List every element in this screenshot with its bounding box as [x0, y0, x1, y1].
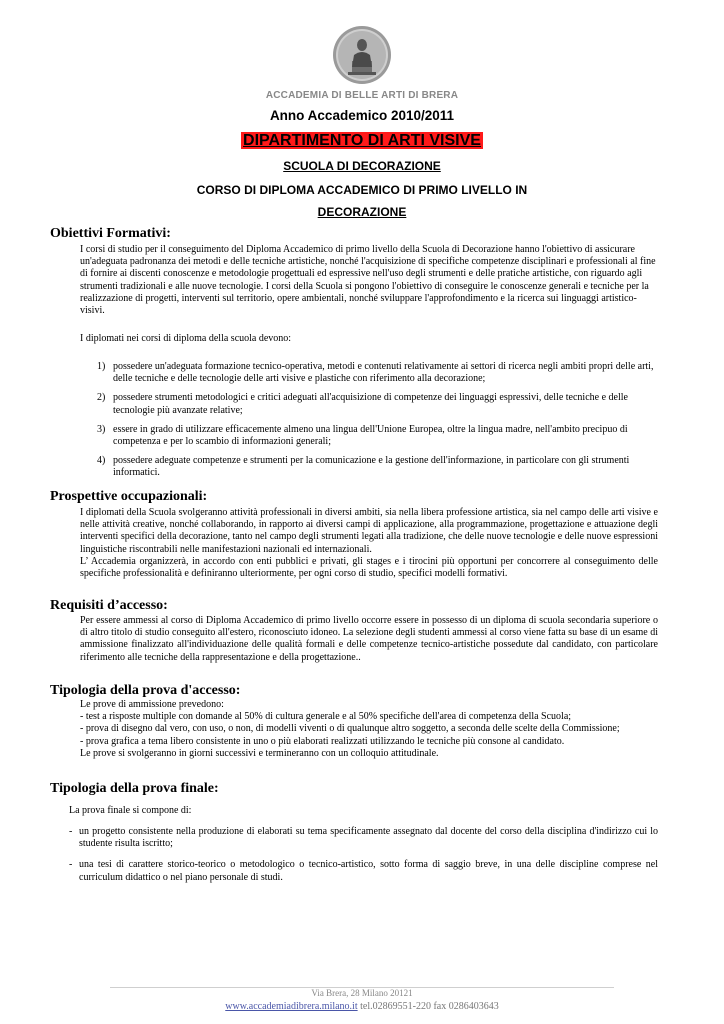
obiettivi-intro: I diplomati nei corsi di diploma della scuola devono:: [80, 333, 292, 344]
academic-year: Anno Accademico 2010/2011: [269, 108, 455, 123]
department-title-text: DIPARTIMENTO DI ARTI VISIVE: [243, 132, 481, 149]
obiettivi-list: [97, 361, 658, 487]
phone-fax: tel.02869551-220 fax 0286403643: [357, 1001, 499, 1012]
footer-address: Via Brera, 28 Milano 20121: [311, 988, 413, 998]
obiettivi-paragraph: I corsi di studio per il conseguimento del Diploma Accademico di primo livello della Scuola di Decorazione hanno l'obiettivo di assicurare un'adeguata padronanza dei metodi e delle tecniche artistiche, nonché l'acquisizione di specifiche competenze disciplinari e professionali al fine di fornire ai discenti conoscenze e metodologie progettuali ed espressive nell'uso degli strumenti e delle pratiche artistiche, con riguardo agli strumenti tradizionali e alle nuove tecnologie. I corsi della Scuola si pongono l'obiettivo di conseguire le conoscenze generali e tecniche per la realizzazione di progetti, interventi sul territorio, opere ambientali, nonché sviluppare l'approfondimento e la ricerca sui linguaggi artistico-visivi.: [80, 244, 656, 317]
list-item: 2) possedere strumenti metodologici e critici adeguati all'acquisizione di competenze dei linguaggi espressivi, delle tecniche e delle tecnologie più avanzate relative;: [97, 392, 628, 416]
requisiti-paragraph: Per essere ammessi al corso di Diploma Accademico di primo livello occorre essere in possesso di un diploma di scuola secondaria superiore o di altro titolo di studio conseguito all'estero, riconosciuto idoneo. La selezione degli studenti ammessi al corso viene fatta su base di un esame di ammissione finalizzato all'individuazione delle qualità formali e delle competenze tecnico-artistiche possedute dal candidato, con particolare riferimento alle tecniche della rappresentazione e della progettazione..: [80, 615, 658, 663]
footer-contacts: [0, 1001, 724, 1012]
academy-name: ACCADEMIA DI BELLE ARTI DI BRERA: [265, 90, 459, 101]
prospettive-paragraph-2: L’ Accademia organizzerà, in accordo con enti pubblici e privati, gli stages e i tirocini più opportuni per concorrere al conseguimento delle specifiche professionalità e definiranno ulteriormente, per ogni corso di studio, specifici modelli formativi.: [80, 556, 658, 580]
section-heading-requisiti: Requisiti d’accesso:: [50, 598, 168, 613]
prova-accesso-line: - test a risposte multiple con domande al 50% di cultura generale e al 50% specifiche dell'area di competenza della Scuola;: [80, 711, 572, 723]
prova-accesso-line: - prova di disegno dal vero, con uso, o non, di modelli viventi o di qualunque altro soggetto, a seconda delle scelte della Commissione;: [80, 723, 620, 735]
section-heading-prova-finale: Tipologia della prova finale:: [50, 781, 219, 796]
department-title: [0, 132, 724, 150]
section-heading-prospettive: Prospettive occupazionali:: [50, 489, 208, 504]
course-title-line2: DECORAZIONE: [317, 205, 407, 219]
prova-accesso-line: Le prove di ammissione prevedono:: [80, 699, 224, 710]
prova-accesso-line: - prova grafica a tema libero consistente in uno o più elaborati realizzati utilizzando le tecniche più consone al candidato.: [80, 735, 565, 747]
website-link[interactable]: www.accademiadibrera.milano.it: [225, 1001, 358, 1012]
list-item: 4) possedere adeguate competenze e strumenti per la comunicazione e la gestione dell'informazione, in particolare con gli strumenti informatici.: [97, 455, 630, 479]
section-heading-obiettivi: Obiettivi Formativi:: [50, 226, 171, 241]
prova-accesso-line: Le prove si svolgeranno in giorni successivi e termineranno con un colloquio attitudinale.: [80, 747, 439, 759]
list-item: 1) possedere un'adeguata formazione tecnico-operativa, metodi e contenuti relativamente ai settori di ricerca negli ambiti propri delle arti, delle tecniche e delle tecnologie delle arti visive e plastiche con riferimento alla decorazione;: [97, 361, 654, 385]
prova-finale-intro: La prova finale si compone di:: [69, 805, 192, 816]
list-item: 3) essere in grado di utilizzare efficacemente almeno una lingua dell'Unione Europea, oltre la lingua madre, nell'ambito precipuo di competenza e per lo scambio di informazioni generali;: [97, 423, 628, 448]
prova-finale-list: [69, 826, 658, 893]
prova-accesso-block: [80, 699, 658, 760]
list-item: - una tesi di carattere storico-teorico o metodologico o tecnico-artistico, sotto forma di saggio breve, in una delle discipline comprese nel curriculum didattico o nel piano personale di studi.: [69, 859, 658, 883]
list-item: - un progetto consistente nella produzione di elaborati su tema specificamente assegnato dal docente del corso della disciplina d'indirizzo cui lo studente risulta iscritto;: [69, 826, 658, 850]
prospettive-paragraph: I diplomati della Scuola svolgeranno attività professionali in diversi ambiti, sia nella libera professione artistica, sia nel campo delle arti visive e nelle attività creative, nonché collaborando, in rapporto ai diversi campi di applicazione, alla programmazione, progettazione e attuazione degli interventi specifici della decorazione, tanto nel campo degli strumenti legati alla tradizione, che delle nuove tecnologie e delle nuove espressioni linguistiche riscontrabili nelle manifestazioni nazionali ed internazionali.: [80, 507, 658, 555]
course-title-line1: CORSO DI DIPLOMA ACCADEMICO DI PRIMO LIVELLO IN: [196, 183, 528, 197]
section-heading-prova-accesso: Tipologia della prova d'accesso:: [50, 683, 241, 698]
academy-seal-logo: [332, 25, 392, 85]
school-title: SCUOLA DI DECORAZIONE: [283, 159, 441, 173]
